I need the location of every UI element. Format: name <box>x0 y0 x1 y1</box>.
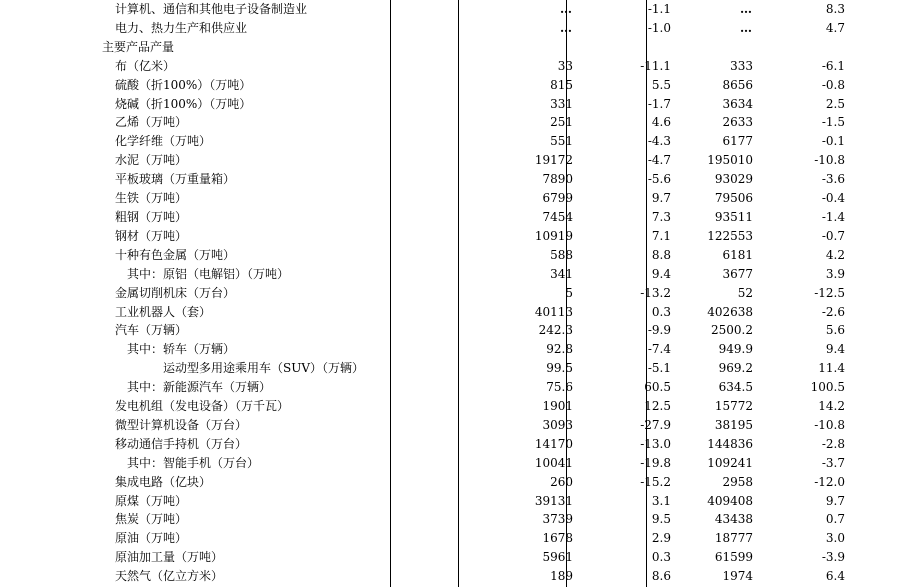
cumulative-growth-cell: -6.1 <box>821 58 845 73</box>
month-growth-cell: -5.6 <box>647 172 671 187</box>
month-growth-cell: -27.9 <box>640 417 671 432</box>
table-row <box>0 397 845 416</box>
table-row <box>0 246 845 265</box>
row-label: 微型计算机设备（万台） <box>115 417 248 432</box>
month-value-cell: 40113 <box>534 304 573 319</box>
month-growth-cell: -1.7 <box>647 96 671 111</box>
cumulative-value-cell: 3634 <box>722 96 753 111</box>
table-row <box>0 303 845 322</box>
cumulative-growth-cell: 4.2 <box>825 247 845 262</box>
cumulative-value-cell: 949.9 <box>718 342 753 357</box>
month-growth-cell: -19.8 <box>640 455 671 470</box>
cumulative-growth-cell: -0.7 <box>821 228 845 243</box>
cumulative-value-cell: 333 <box>730 58 753 73</box>
row-label: 烧碱（折100%）（万吨） <box>115 96 252 111</box>
month-growth-cell: 9.7 <box>651 191 671 206</box>
month-value-cell: 189 <box>550 569 573 584</box>
month-growth-cell: 7.1 <box>651 228 671 243</box>
row-label: 汽车（万辆） <box>115 323 188 338</box>
cumulative-value-cell: 38195 <box>714 417 753 432</box>
cumulative-value-cell: 402638 <box>707 304 753 319</box>
month-growth-cell: -13.0 <box>640 436 671 451</box>
month-value-cell: 10041 <box>534 455 573 470</box>
cumulative-value-cell: … <box>740 2 753 16</box>
cumulative-growth-cell: 14.2 <box>818 399 845 414</box>
cumulative-growth-cell: -3.9 <box>821 550 845 565</box>
month-growth-cell: -11.1 <box>640 58 671 73</box>
row-label: 原煤（万吨） <box>115 493 188 508</box>
row-label: 原油（万吨） <box>115 531 188 546</box>
row-label: 金属切削机床（万台） <box>115 285 236 300</box>
cumulative-value-cell: 79506 <box>714 191 753 206</box>
month-value-cell: 1901 <box>542 399 573 414</box>
cumulative-growth-cell: 100.5 <box>810 380 845 395</box>
month-growth-cell: 3.1 <box>651 493 671 508</box>
month-value-cell: 588 <box>550 247 573 262</box>
month-value-cell <box>505 38 573 57</box>
row-label: 十种有色金属（万吨） <box>115 247 236 262</box>
cumulative-value-cell: 2500.2 <box>711 323 753 338</box>
month-value-cell: 331 <box>550 96 573 111</box>
cumulative-growth-cell: -0.4 <box>821 191 845 206</box>
cumulative-growth-cell: -12.0 <box>814 474 845 489</box>
month-growth-cell: 0.3 <box>651 304 671 319</box>
cumulative-growth-cell <box>753 38 845 57</box>
month-value-cell: 3739 <box>542 512 573 527</box>
month-growth-cell: 9.5 <box>651 512 671 527</box>
month-value-cell: 815 <box>550 77 573 92</box>
month-value-cell: 75.6 <box>546 380 573 395</box>
month-growth-cell: 2.9 <box>651 531 671 546</box>
table-row <box>0 38 845 57</box>
cumulative-growth-cell: -2.6 <box>821 304 845 319</box>
row-label: 生铁（万吨） <box>115 191 188 206</box>
month-value-cell: … <box>560 20 573 35</box>
table-row <box>0 359 845 378</box>
cumulative-growth-cell: -0.8 <box>821 77 845 92</box>
table-row <box>0 227 845 246</box>
month-growth-cell: 7.3 <box>651 209 671 224</box>
cumulative-growth-cell: 6.4 <box>825 569 845 584</box>
cumulative-growth-cell: -1.4 <box>821 209 845 224</box>
cumulative-value-cell: 15772 <box>714 399 753 414</box>
month-growth-cell: -5.1 <box>647 361 671 376</box>
cumulative-growth-cell: -3.7 <box>821 455 845 470</box>
month-growth-cell: -9.9 <box>647 323 671 338</box>
month-value-cell: 33 <box>557 58 573 73</box>
row-label: 电力、热力生产和供应业 <box>115 20 248 35</box>
row-label: 化学纤维（万吨） <box>115 134 212 149</box>
month-value-cell: 242.3 <box>538 323 573 338</box>
cumulative-growth-cell: 11.4 <box>818 361 845 376</box>
cumulative-growth-cell: -2.8 <box>821 436 845 451</box>
month-value-cell: 92.8 <box>546 342 573 357</box>
month-growth-cell: 8.6 <box>651 569 671 584</box>
month-growth-cell <box>573 38 671 57</box>
cumulative-value-cell: 8656 <box>722 77 753 92</box>
cumulative-growth-cell: 0.7 <box>825 512 845 527</box>
month-value-cell: 14170 <box>534 436 573 451</box>
table-row <box>0 208 845 227</box>
month-value-cell: … <box>560 2 573 16</box>
month-growth-cell: 5.5 <box>651 77 671 92</box>
cumulative-growth-cell: 5.6 <box>825 323 845 338</box>
month-value-cell: 99.5 <box>546 361 573 376</box>
cumulative-value-cell: 1974 <box>722 569 753 584</box>
table-row <box>0 113 845 132</box>
month-growth-cell: -4.3 <box>647 134 671 149</box>
cumulative-growth-cell: -3.6 <box>821 172 845 187</box>
table-row <box>0 284 845 303</box>
cumulative-value-cell: 6177 <box>722 134 753 149</box>
month-growth-cell: 4.6 <box>651 115 671 130</box>
cumulative-value-cell: 969.2 <box>718 361 753 376</box>
cumulative-growth-cell: -10.8 <box>814 153 845 168</box>
table-row <box>0 57 845 76</box>
month-growth-cell: -7.4 <box>647 342 671 357</box>
table-row <box>0 0 845 19</box>
row-label: 钢材（万吨） <box>115 228 188 243</box>
cumulative-growth-cell: -12.5 <box>814 285 845 300</box>
cumulative-value-cell <box>671 38 753 57</box>
table-row <box>0 151 845 170</box>
month-value-cell: 5 <box>565 285 573 300</box>
cumulative-value-cell: 93511 <box>714 209 753 224</box>
row-label: 焦炭（万吨） <box>115 512 188 527</box>
row-label: 粗钢（万吨） <box>115 209 188 224</box>
table-row <box>0 321 845 340</box>
month-growth-cell: -13.2 <box>640 285 671 300</box>
cumulative-growth-cell: 3.9 <box>825 266 845 281</box>
month-value-cell: 7890 <box>542 172 573 187</box>
cumulative-value-cell: 144836 <box>707 436 753 451</box>
month-growth-cell: 12.5 <box>644 399 671 414</box>
month-growth-cell: 8.8 <box>651 247 671 262</box>
month-value-cell: 7454 <box>542 209 573 224</box>
month-value-cell: 551 <box>550 134 573 149</box>
table-row <box>0 170 845 189</box>
row-label: 硫酸（折100%）（万吨） <box>115 77 252 92</box>
month-value-cell: 251 <box>550 115 573 130</box>
cumulative-value-cell: 634.5 <box>718 380 753 395</box>
row-label: 乙烯（万吨） <box>115 115 188 130</box>
month-value-cell: 1678 <box>542 531 573 546</box>
month-growth-cell: -1.1 <box>647 2 671 16</box>
row-label: 集成电路（亿块） <box>115 474 212 489</box>
row-label: 天然气（亿立方米） <box>115 569 224 584</box>
cumulative-growth-cell: 3.0 <box>825 531 845 546</box>
month-value-cell: 5961 <box>542 550 573 565</box>
cumulative-value-cell: 18777 <box>714 531 753 546</box>
cumulative-value-cell: 6181 <box>722 247 753 262</box>
table-row <box>0 435 845 454</box>
cumulative-value-cell: 61599 <box>714 550 753 565</box>
month-value-cell: 3093 <box>542 417 573 432</box>
table-row <box>0 529 845 548</box>
row-label: 其中：轿车（万辆） <box>127 342 236 357</box>
month-value-cell: 6799 <box>542 191 573 206</box>
table-row <box>0 265 845 284</box>
cumulative-value-cell: 52 <box>737 285 753 300</box>
cumulative-value-cell: 93029 <box>714 172 753 187</box>
row-label: 原油加工量（万吨） <box>115 550 224 565</box>
month-value-cell: 341 <box>550 266 573 281</box>
cumulative-growth-cell: -10.8 <box>814 417 845 432</box>
cumulative-value-cell: 43438 <box>714 512 753 527</box>
cumulative-value-cell: 122553 <box>707 228 753 243</box>
table-row <box>0 340 845 359</box>
table-row <box>0 132 845 151</box>
month-growth-cell: 9.4 <box>651 266 671 281</box>
month-growth-cell: 0.3 <box>651 550 671 565</box>
row-label: 工业机器人（套） <box>115 304 212 319</box>
row-label: 其中：新能源汽车（万辆） <box>127 380 272 395</box>
cumulative-growth-cell: 8.3 <box>825 2 845 16</box>
table-row <box>0 567 845 586</box>
row-label: 其中：智能手机（万台） <box>127 455 260 470</box>
table-row <box>0 378 845 397</box>
row-label: 其中：原铝（电解铝）（万吨） <box>127 266 290 281</box>
cumulative-growth-cell: 4.7 <box>825 20 845 35</box>
cumulative-growth-cell: -1.5 <box>821 115 845 130</box>
month-value-cell: 10919 <box>534 228 573 243</box>
row-label: 平板玻璃（万重量箱） <box>115 172 236 187</box>
cumulative-value-cell: 195010 <box>707 153 753 168</box>
table-row <box>0 189 845 208</box>
cumulative-value-cell: 2633 <box>722 115 753 130</box>
row-label: 发电机组（发电设备）（万千瓦） <box>115 399 290 414</box>
table-row <box>0 510 845 529</box>
row-label: 主要产品产量 <box>102 39 175 54</box>
cumulative-value-cell: 2958 <box>722 474 753 489</box>
cumulative-growth-cell: 9.4 <box>825 342 845 357</box>
month-growth-cell: -4.7 <box>647 153 671 168</box>
table-row <box>0 95 845 114</box>
table-row <box>0 19 845 38</box>
row-label: 计算机、通信和其他电子设备制造业 <box>115 2 308 16</box>
month-growth-cell: 60.5 <box>644 380 671 395</box>
table-row <box>0 492 845 511</box>
table-row <box>0 76 845 95</box>
cumulative-value-cell: … <box>740 20 753 35</box>
table-row <box>0 416 845 435</box>
cumulative-value-cell: 3677 <box>722 266 753 281</box>
month-value-cell: 39131 <box>534 493 573 508</box>
cumulative-growth-cell: 2.5 <box>825 96 845 111</box>
row-label: 水泥（万吨） <box>115 153 188 168</box>
row-label: 移动通信手持机（万台） <box>115 436 248 451</box>
cumulative-value-cell: 109241 <box>707 455 753 470</box>
row-label: 运动型多用途乘用车（SUV）（万辆） <box>163 361 365 376</box>
month-value-cell: 260 <box>550 474 573 489</box>
table-row <box>0 548 845 567</box>
month-growth-cell: -1.0 <box>647 20 671 35</box>
cumulative-growth-cell: -0.1 <box>821 134 845 149</box>
cumulative-growth-cell: 9.7 <box>825 493 845 508</box>
table-row <box>0 473 845 492</box>
row-label: 布（亿米） <box>115 58 176 73</box>
cumulative-value-cell: 409408 <box>707 493 753 508</box>
table-row <box>0 454 845 473</box>
month-growth-cell: -15.2 <box>640 474 671 489</box>
month-value-cell: 19172 <box>534 153 573 168</box>
